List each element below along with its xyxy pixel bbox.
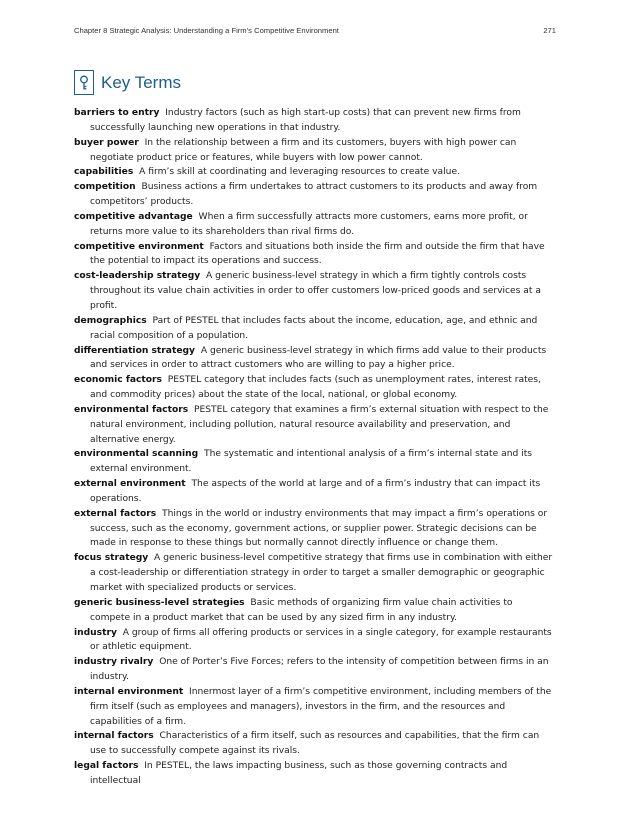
glossary-term: buyer power [74,137,139,148]
glossary-definition: Factors and situations both inside the firm and outside the firm that have the potential to impact its operations and success. [90,241,545,267]
glossary-definition: PESTEL category that examines a firm’s external situation with respect to the natural environment, including pollution, natural resource availability and preservation, and alternative energy. [90,404,549,445]
key-terms-list [74,106,554,789]
glossary-definition: Industry factors (such as high start-up costs) that can prevent new firms from successfully launching new operations in that industry. [90,108,521,133]
glossary-definition: In PESTEL, the laws impacting business, such as those governing contracts and intellectual [90,761,508,786]
page-header [74,26,556,35]
glossary-definition: Business actions a firm undertakes to attract customers to its products and away from competitors’ products. [90,182,538,208]
glossary-entry [74,106,554,136]
glossary-entry [74,314,554,344]
glossary-definition: The aspects of the world at large and of a firm’s industry that can impact its operations. [90,479,541,504]
glossary-entry [74,759,554,789]
chapter-title: Chapter 8 Strategic Analysis: Understanding a Firm’s Competitive Environment [74,26,339,35]
glossary-definition: Part of PESTEL that includes facts about the income, education, age, and ethnic and racial composition of a population. [90,315,538,341]
glossary-entry [74,507,554,552]
glossary-term: cost-leadership strategy [74,271,201,282]
glossary-entry [74,136,554,166]
glossary-entry [74,447,554,477]
glossary-entry [74,240,554,270]
glossary-definition: A generic business-level strategy in which firms add value to their products and services in order to attract customers who are willing to pay a higher price. [90,345,547,371]
glossary-entry [74,344,554,374]
glossary-term: focus strategy [74,553,149,564]
glossary-term: competitive environment [74,241,204,252]
glossary-entry [74,596,554,626]
glossary-entry [74,165,554,180]
glossary-definition: The systematic and intentional analysis of a firm’s internal state and its external environment. [90,449,533,475]
glossary-definition: Characteristics of a firm itself, such as resources and capabilities, that the firm can use to successfully compete against its rivals. [90,731,540,757]
glossary-entry [74,685,554,730]
glossary-entry [74,729,554,759]
glossary-term: environmental factors [74,404,189,415]
glossary-entry [74,626,554,656]
glossary-definition: Basic methods of organizing firm value chain activities to compete in a product market that can be used by any sized firm in any industry. [90,597,513,623]
section-title: Key Terms [101,72,181,92]
glossary-entry [74,180,554,210]
page-number: 271 [543,26,556,35]
glossary-definition: One of Porter’s Five Forces; refers to the intensity of competition between firms in an industry. [90,657,549,683]
key-terms-heading [74,70,181,95]
glossary-term: external factors [74,508,157,519]
glossary-term: capabilities [74,167,134,178]
glossary-term: demographics [74,315,147,326]
glossary-term: internal factors [74,731,154,742]
glossary-term: environmental scanning [74,449,199,460]
glossary-entry [74,551,554,596]
glossary-entry [74,403,554,448]
glossary-definition: PESTEL category that includes facts (such as unemployment rates, interest rates, and commodity prices) about the state of the local, national, or global economy. [90,375,541,401]
key-icon [74,70,94,95]
glossary-definition: A firm’s skill at coordinating and leveraging resources to create value. [139,167,460,178]
glossary-term: barriers to entry [74,108,160,118]
glossary-term: competitive advantage [74,211,193,222]
glossary-entry [74,655,554,685]
glossary-term: external environment [74,479,186,490]
glossary-definition: A generic business-level competitive strategy that firms use in combination with either a cost-leadership or differentiation strategy in order to target a smaller demographic or geographic market with specialized products or services. [90,553,553,593]
glossary-term: generic business-level strategies [74,597,245,608]
glossary-definition: A generic business-level strategy in which a firm tightly controls costs throughout its value chain activities in order to offer customers low-priced goods and services at a profit. [90,271,541,311]
glossary-entry [74,269,554,314]
glossary-entry [74,210,554,240]
glossary-entry [74,477,554,507]
glossary-term: competition [74,182,136,193]
glossary-definition: When a firm successfully attracts more customers, earns more profit, or returns more value to its shareholders than rival firms do. [90,211,528,237]
glossary-entry [74,373,554,403]
glossary-definition: In the relationship between a firm and its customers, buyers with high power can negotiate product price or features, while buyers with low power cannot. [90,137,517,163]
glossary-term: internal environment [74,686,184,697]
glossary-definition: Things in the world or industry environments that may impact a firm’s operations or success, such as the economy, government actions, or supplier power. Strategic decisions can be made in response to these things but normally cannot directly influence or change them. [90,508,548,549]
glossary-term: industry [74,627,117,638]
glossary-definition: A group of firms all offering products or services in a single category, for example restaurants or athletic equipment. [90,627,552,653]
glossary-term: differentiation strategy [74,345,195,356]
glossary-term: industry rivalry [74,657,154,668]
glossary-definition: Innermost layer of a firm’s competitive environment, including members of the firm itself (such as employees and managers), investors in the firm, and the resources and capabilities of a firm. [90,686,552,727]
glossary-term: legal factors [74,761,139,772]
glossary-term: economic factors [74,375,162,386]
